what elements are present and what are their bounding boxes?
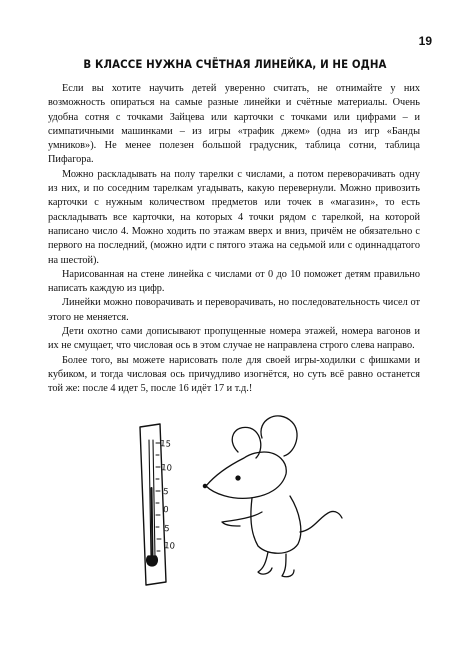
thermometer-label: 15 [159,439,172,450]
mouse-eye [236,476,240,480]
thermometer-tube [149,440,155,558]
paragraph: Более того, вы можете нарисовать поле для своей игры-ходилки с фишками и кубиком, и тогда числовая ось причудливо изогнётся, но суть всё равно останется той же: после 4 идет 5, после 16 идёт 17 и т.д.! [48,354,420,395]
mouse-front-ear [232,427,261,458]
paragraph: Нарисованная на стене линейка с числами от 0 до 10 поможет детям правильно написать каждую из цифр. [48,268,420,295]
thermometer-outline [140,424,166,585]
page-number: 19 [418,34,432,48]
mouse-head [206,452,286,498]
mouse-tail [300,511,342,532]
mouse-arm [222,512,262,526]
thermometer-bulb [147,556,158,566]
page-title: В КЛАССЕ НУЖНА СЧЁТНАЯ ЛИНЕЙКА, И НЕ ОДНА [83,57,387,71]
paragraph: Дети охотно сами дописывают пропущенные номера этажей, номера вагонов и их не смущает, что числовая ось в этом случае не направлена строго слева направо. [48,326,420,352]
mouse-nose [203,484,206,487]
mouse-body [251,496,301,553]
article-body [48,82,420,397]
thermometer-label: 10 [160,463,173,474]
thermometer-label: 0 [162,505,169,516]
thermometer-label: 10 [163,541,176,552]
paragraph: Можно раскладывать на полу тарелки с числами, а потом переворачивать одну из них, и по соседним тарелкам угадывать, какую перевернули. Можно привозить карточки с нужным количеством предметов или точек в «магазин», то есть раскладывать все карточки, на которых 4 точки рядом с тарелкой, на которой написано число 4. Можно ходить по этажам вверх и вниз, причём не обязательно с первого на последний, (можно идти с пятого этажа на седьмой или с одиннадцатого на шестой). [48,168,420,266]
paragraph: Если вы хотите научить детей уверенно считать, не отнимайте у них возможность опираться на самые разные линейки и счётные материалы. Очень удобна сотня с точками Зайцева или карточки с точками или цифрами – и симпатичными машинками – из игры «трафик джем» (одна из игр «Банды умников»). Не менее полезен большой градусник, таблица сотни, таблица Пифагора. [48,83,420,166]
thermometer-label: 5 [162,487,169,498]
mouse-back-ear [261,416,297,456]
thermometer-ticks [156,443,161,551]
thermometer-drawing [140,424,175,585]
paragraph: Линейки можно поворачивать и переворачивать, но последовательность чисел от этого не меняется. [48,297,420,323]
mouse-legs [258,552,294,577]
thermometer-label: 5 [163,524,170,535]
thermometer-mercury [152,488,153,556]
mouse-drawing [203,416,342,577]
